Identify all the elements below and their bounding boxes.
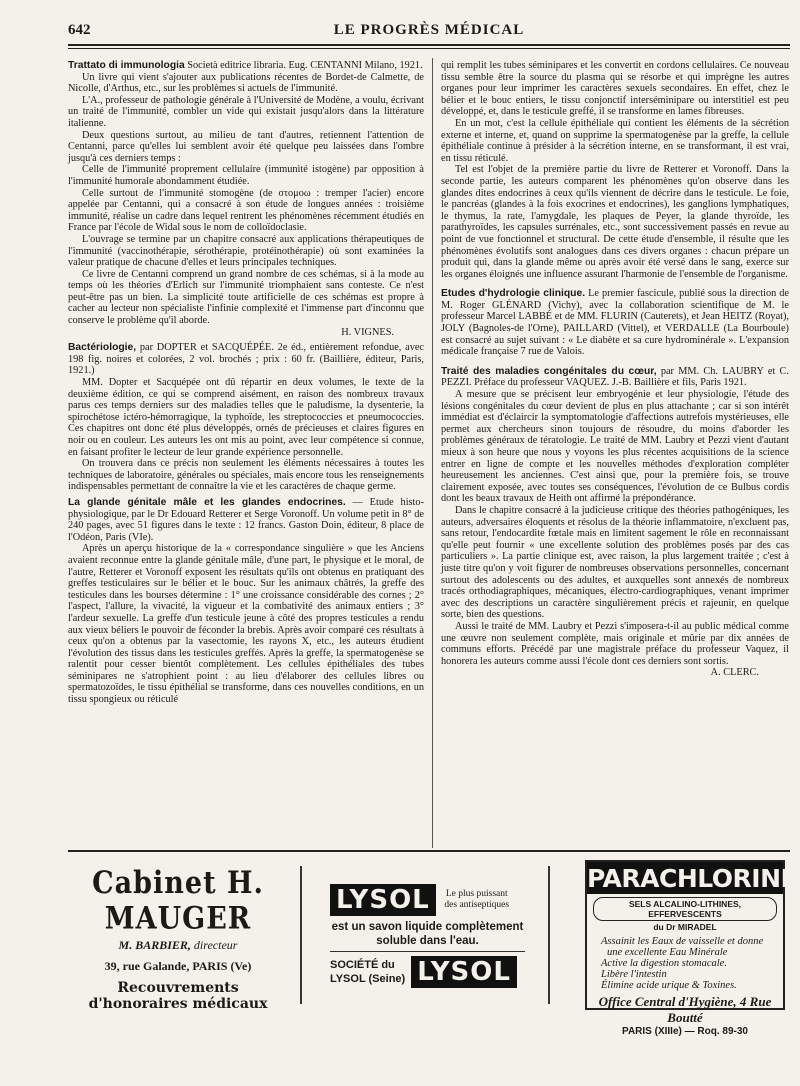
review-signature: A. CLERC. (710, 667, 759, 679)
review-glande-genitale-continued (441, 60, 789, 280)
review-paragraph: Celle surtout de l'immunité stomogène (de στομοω : tremper l'acier) encore appelée par Centanni, qui a consacré à son étude de longues années : troisième immunité, réalise un cadre dans lequel rentrent les phénomènes récemment étudiés en France par l'école de Widal sous le nom de colloïdoclasie. (68, 187, 424, 234)
right-column (441, 60, 789, 679)
ad-divider (300, 866, 302, 1004)
lysol-logo-secondary: LYSOL (411, 956, 517, 988)
ad-mauger-director: M. BARBIER, directeur (118, 938, 238, 952)
review-reference: par MM. Ch. LAUBRY et C. PEZZI. Préface du professeur VAQUEZ. J.-B. Baillière et fils, Paris 1921. (441, 365, 790, 389)
parachlorine-doctor: du Dr MIRADEL (653, 922, 717, 932)
page-header (68, 22, 790, 44)
ad-lysol (330, 860, 525, 988)
lysol-society: SOCIÉTÉ du LYSOL (Seine) (330, 959, 406, 985)
review-paragraph: A mesure que se précisent leur embryogénie et leur physiologie, l'étude des lésions congénitales du cœur devient de plus en plus attachante ; car si son intérêt immédiat est d'éclaircir la symptomatologie d'affections autrefois mystérieuses, elle permet aux chercheurs sinon toujours de résoudre, du moins d'aborder les problèmes généraux de tératologie. Le traité de MM. Laubry et Pezzi vient d'autant mieux à son heure que nous y voyons les plus récentes acquisitions de la science entrer en ligne de compte et les nouvelles méthodes d'exploration compléter heureusement les anciennes. C'est ainsi que, pour la première fois, se trouve clairement exposée, avec toutes ses conséquences, l'évolution de ce Bulbus cordis dont les beaux travaux de Heith ont affirmé la prépondérance. (441, 389, 789, 505)
review-glande-genitale (68, 497, 424, 706)
ad-mauger-address: 39, rue Galande, PARIS (Ve) (104, 959, 252, 973)
parachlorine-subtitle: SELS ALCALINO-LITHINES, EFFERVESCENTS (593, 897, 777, 921)
page-number: 642 (68, 22, 91, 38)
ad-cabinet-mauger (68, 860, 288, 1012)
ad-divider (548, 866, 550, 1004)
review-maladies-coeur (441, 366, 789, 679)
review-paragraph: Deux questions surtout, au milieu de tant d'autres, retiennent l'attention de Centanni, parce qu'elles lui semblent avoir été quelque peu laissées dans l'ombre jusqu'à ces derniers temps : (68, 129, 424, 164)
lysol-logo: LYSOL (330, 884, 436, 916)
lysol-description: est un savon liquide complètement soluble dans l'eau. (330, 920, 525, 952)
parachlorine-logo: PARACHLORINE (587, 864, 798, 893)
review-title: Traité des maladies congénitales du cœur, (441, 365, 657, 377)
review-signature: H. VIGNES. (341, 326, 394, 338)
ad-mauger-service: Recouvrements d'honoraires médicaux (88, 980, 268, 1012)
review-title: Etudes d'hydrologie clinique. (441, 288, 586, 300)
lysol-tagline: Le plus puissant des antiseptiques (444, 889, 510, 910)
ad-parachlorine (585, 860, 798, 1037)
parachlorine-office: Office Central d'Hygiène, 4 Rue Boutté (598, 994, 772, 1025)
review-bacteriologie (68, 342, 424, 493)
advertisements-rule (68, 850, 790, 852)
parachlorine-address: PARIS (XIIIe) — Roq. 89-30 (622, 1026, 748, 1037)
review-paragraph: Celle de l'immunité proprement cellulaire (immunité istogène) par opposition à l'immunité humorale abondamment étudiée. (68, 164, 424, 187)
review-paragraph: On trouvera dans ce précis non seulement les éléments nécessaires à toutes les techniques de laboratoire, générales ou spéciales, mais encore tous les renseignements indispensables permettant de connaître la vie et les caractères de chaque germe. (68, 458, 424, 493)
header-rule-thin (68, 48, 790, 49)
ad-mauger-name: Cabinet H. MAUGER (92, 865, 264, 937)
journal-title: LE PROGRÈS MÉDICAL (333, 22, 525, 38)
parachlorine-claims: Assainit les Eaux de vaisselle et donne une excellente Eau Minérale Active la digestion stomacale. Libère l'intestin Élimine acide urique & Toxines. (601, 936, 764, 991)
review-title: La glande génitale mâle et les glandes endocrines. (68, 496, 346, 508)
review-title: Trattato di immunologia (68, 60, 185, 71)
review-paragraph: qui remplit les tubes séminipares et les convertit en cordons cellulaires. Ce nouveau tissu semble être la source du plasma qui se résorbe et qui imprègne les autres organes pour leur imprimer les caractères sexuels secondaires. En effet, chez le bélier et le bouc entiers, le tissu conjonctif interséminipare ou interstitiel est peu développé, et, dans le testicule greffé, il se transforme en lames fibreuses. (441, 60, 789, 118)
review-paragraph: Tel est l'objet de la première partie du livre de Retterer et Voronoff. Dans la seconde partie, les auteurs comparent les phénomènes qu'on observe dans les glandes dites endocrines à ceux qu'ils viennent de décrire dans le testicule. Le foie, le pancréas (glandes à la fois exocrines et endocrines), les ganglions lymphatiques, le thymus, la rate, l'amygdale, les plaques de Peyer, la glande thyroïde, les parathyroïdes, les capsules surrénales, etc., sont successivement passés en revue au point de vue fonctionnel et structural. De cette étude d'ensemble, il résulte que les phénomènes évolutifs sont analogues dans ces divers organes : chacun prépare un produit qui, dans la glande même ou après avoir été versé dans le sang, exerce sur les organes éloignés une influence assurant l'harmonie de l'ensemble de l'organisme. (441, 164, 789, 280)
review-paragraph: Aussi le traité de MM. Laubry et Pezzi s'imposera-t-il au public médical comme une œuvre non seulement complète, mais originale et mûrie par dix années de communs efforts. Précédé par une magistrale préface du professeur Vaquez, il honorera les auteurs comme aussi l'école dont ces derniers sont sortis. (441, 620, 789, 667)
review-paragraph: Dans le chapitre consacré à la judicieuse critique des théories pathogéniques, les auteurs, adversaires éloquents et résolus de la théorie inflammatoire, n'excluent pas, sans retour, l'endocardite fœtale mais en limitent sagement le rôle en reconnaissant qu'elle peut fournir « une excellente solution des problèmes posés par des cas particuliers ». La partie clinique est, avec raison, la plus largement traitée ; c'est à juste titre qu'on y voit figurer de nombreuses observations personnelles, concernant surtout des adolescents ou des adultes, et auxquelles sont annexés de nombreux tracés orthodiagraphiques, mécaniques, électro-cardiographiques, venant imprimer avec des descriptions un caractère singulièrement précis et rajeunir, en quelque sorte, bien des questions. (441, 504, 789, 621)
review-reference: — Etude histo-physiologique, par le Dr Edouard Retterer et Serge Voronoff. Un volume petit in 8° de 240 pages, avec 51 figures dans le texte : 12 francs. Gaston Doin, éditeur, 8 place de l'Odéon, Paris (VIe). (68, 496, 424, 543)
header-rule (68, 44, 790, 46)
review-paragraph: L'A., professeur de pathologie générale à l'Université de Modène, a voulu, écrivant un traité de l'immunité, combler un vide qui existait jusqu'alors dans la littérature italienne. (68, 94, 424, 129)
review-hydrologie (441, 288, 789, 358)
review-paragraph: Un livre qui vient s'ajouter aux publications récentes de Bordet-de Calmette, de Nicolle, d'Arthus, etc., sur les problèmes si actuels de l'immunité. (68, 71, 424, 95)
review-reference: Società editrice libraria. Eug. CENTANNI Milano, 1921. (184, 60, 423, 71)
review-paragraph: L'ouvrage se termine par un chapitre consacré aux applications thérapeutiques de l'immunité (vaccinothérapie, sérothérapie, protéinothérapie) où sont examinées la valeur pratique de chacune d'elles et leurs principales techniques. (68, 233, 424, 269)
review-immunologia (68, 60, 424, 338)
review-paragraph: MM. Dopter et Sacquépée ont dû répartir en deux volumes, le texte de la deuxième édition, ce qui se comprend aisément, en raison des nombreux travaux parus ces temps derniers sur des maladies telles que le paludisme, la dysenterie, la spirochétose ictéro-hémorragique, la typhoïde, les streptococcies et pneumococcies. Ces chapitres ont donc été plus développés, ornés de précieuses et claires figures en noir ou en couleur. Les auteurs les ont mis au point, avec leur compétence si connue, en faisant profiter le lecteur de leur grande expérience personnelle. (68, 377, 424, 458)
review-paragraph: En un mot, c'est la cellule épithéliale qui contient les éléments de la sécrétion externe et interne, et, quand on supprime la spermatogenèse par la greffe, la cellule épithéliale continue à présider à la sécrétion interne, en se transformant, il est vrai, en tissu réticulé. (441, 117, 789, 164)
review-text: Le premier fascicule, publié sous la direction de M. Roger GLÉNARD (Vichy), avec la collaboration scientifique de M. le professeur Marcel LABBÉ et de MM. FLURIN (Cauterets), et Jean HEITZ (Royat), JOLY (Bagnoles-de l'Orne), PAILLARD (Vittel), et VERDALLE (La Bourboule) est consacré au sujet suivant : « Le diabète et sa cure hydrominérale ». L'expansion médicale française 7 rue de Valois. (441, 288, 789, 358)
review-paragraph: Après un aperçu historique de la « correspondance singulière » que les Anciens avaient reconnue entre la glande génitale mâle, d'une part, le physique et le moral, de l'autre, Retterer et Voronoff exposent les résultats qu'ils ont obtenus en pratiquant des greffes testiculaires sur le bélier et le bouc. Sur les animaux châtrés, la greffe des testicules dans les bourses détermine : 1° une croissance considérable des cornes ; 2° l'aspect, l'allure, la vivacité, la vigueur et la combativité des animaux entiers ; 3° l'ardeur sexuelle. La greffe d'un testicule jeune à côté des propres testicules a rendu aux vieux béliers le pouvoir de féconder la brebis. Après avoir comparé ces résultats à ceux qu'on a obtenus par la vasectomie, les rayons X, etc., les auteurs étudient l'évolution des tissus dans les testicules greffés. Après la greffe, la spermatogenèse se ralentit pour cesser bientôt complètement. Les cellules épithéliales des tubes séminipares ne s'atrophient point : au lieu d'élaborer des cellules libres ou spermatozoïdes, le tissu épithélial se transforme, dans ces nouvelles conditions, en un tissu spongieux ou réticulé (68, 543, 424, 706)
review-reference: par DOPTER et SACQUÉPÉE. 2e éd., entièrement refondue, avec 198 fig. noires et colorées, 2 vol. brochés ; prix : 60 fr. (Baillière, éditeur, Paris, 1921.) (68, 342, 424, 377)
review-paragraph: Ce livre de Centanni comprend un grand nombre de ces schémas, si à la mode au temps où les théories d'Erlich sur l'immunité triomphaient sans conteste. Ce n'est peut-être pas un bien. La simplicité toute artificielle de ces schémas est propre à cacher au lecteur non spécialiste l'infinie complexité et l'immense part d'inconnu que conserve le problème qu'il aborde. (68, 268, 424, 327)
review-title: Bactériologie, (68, 342, 137, 354)
left-column (68, 60, 424, 706)
column-divider (432, 58, 433, 848)
